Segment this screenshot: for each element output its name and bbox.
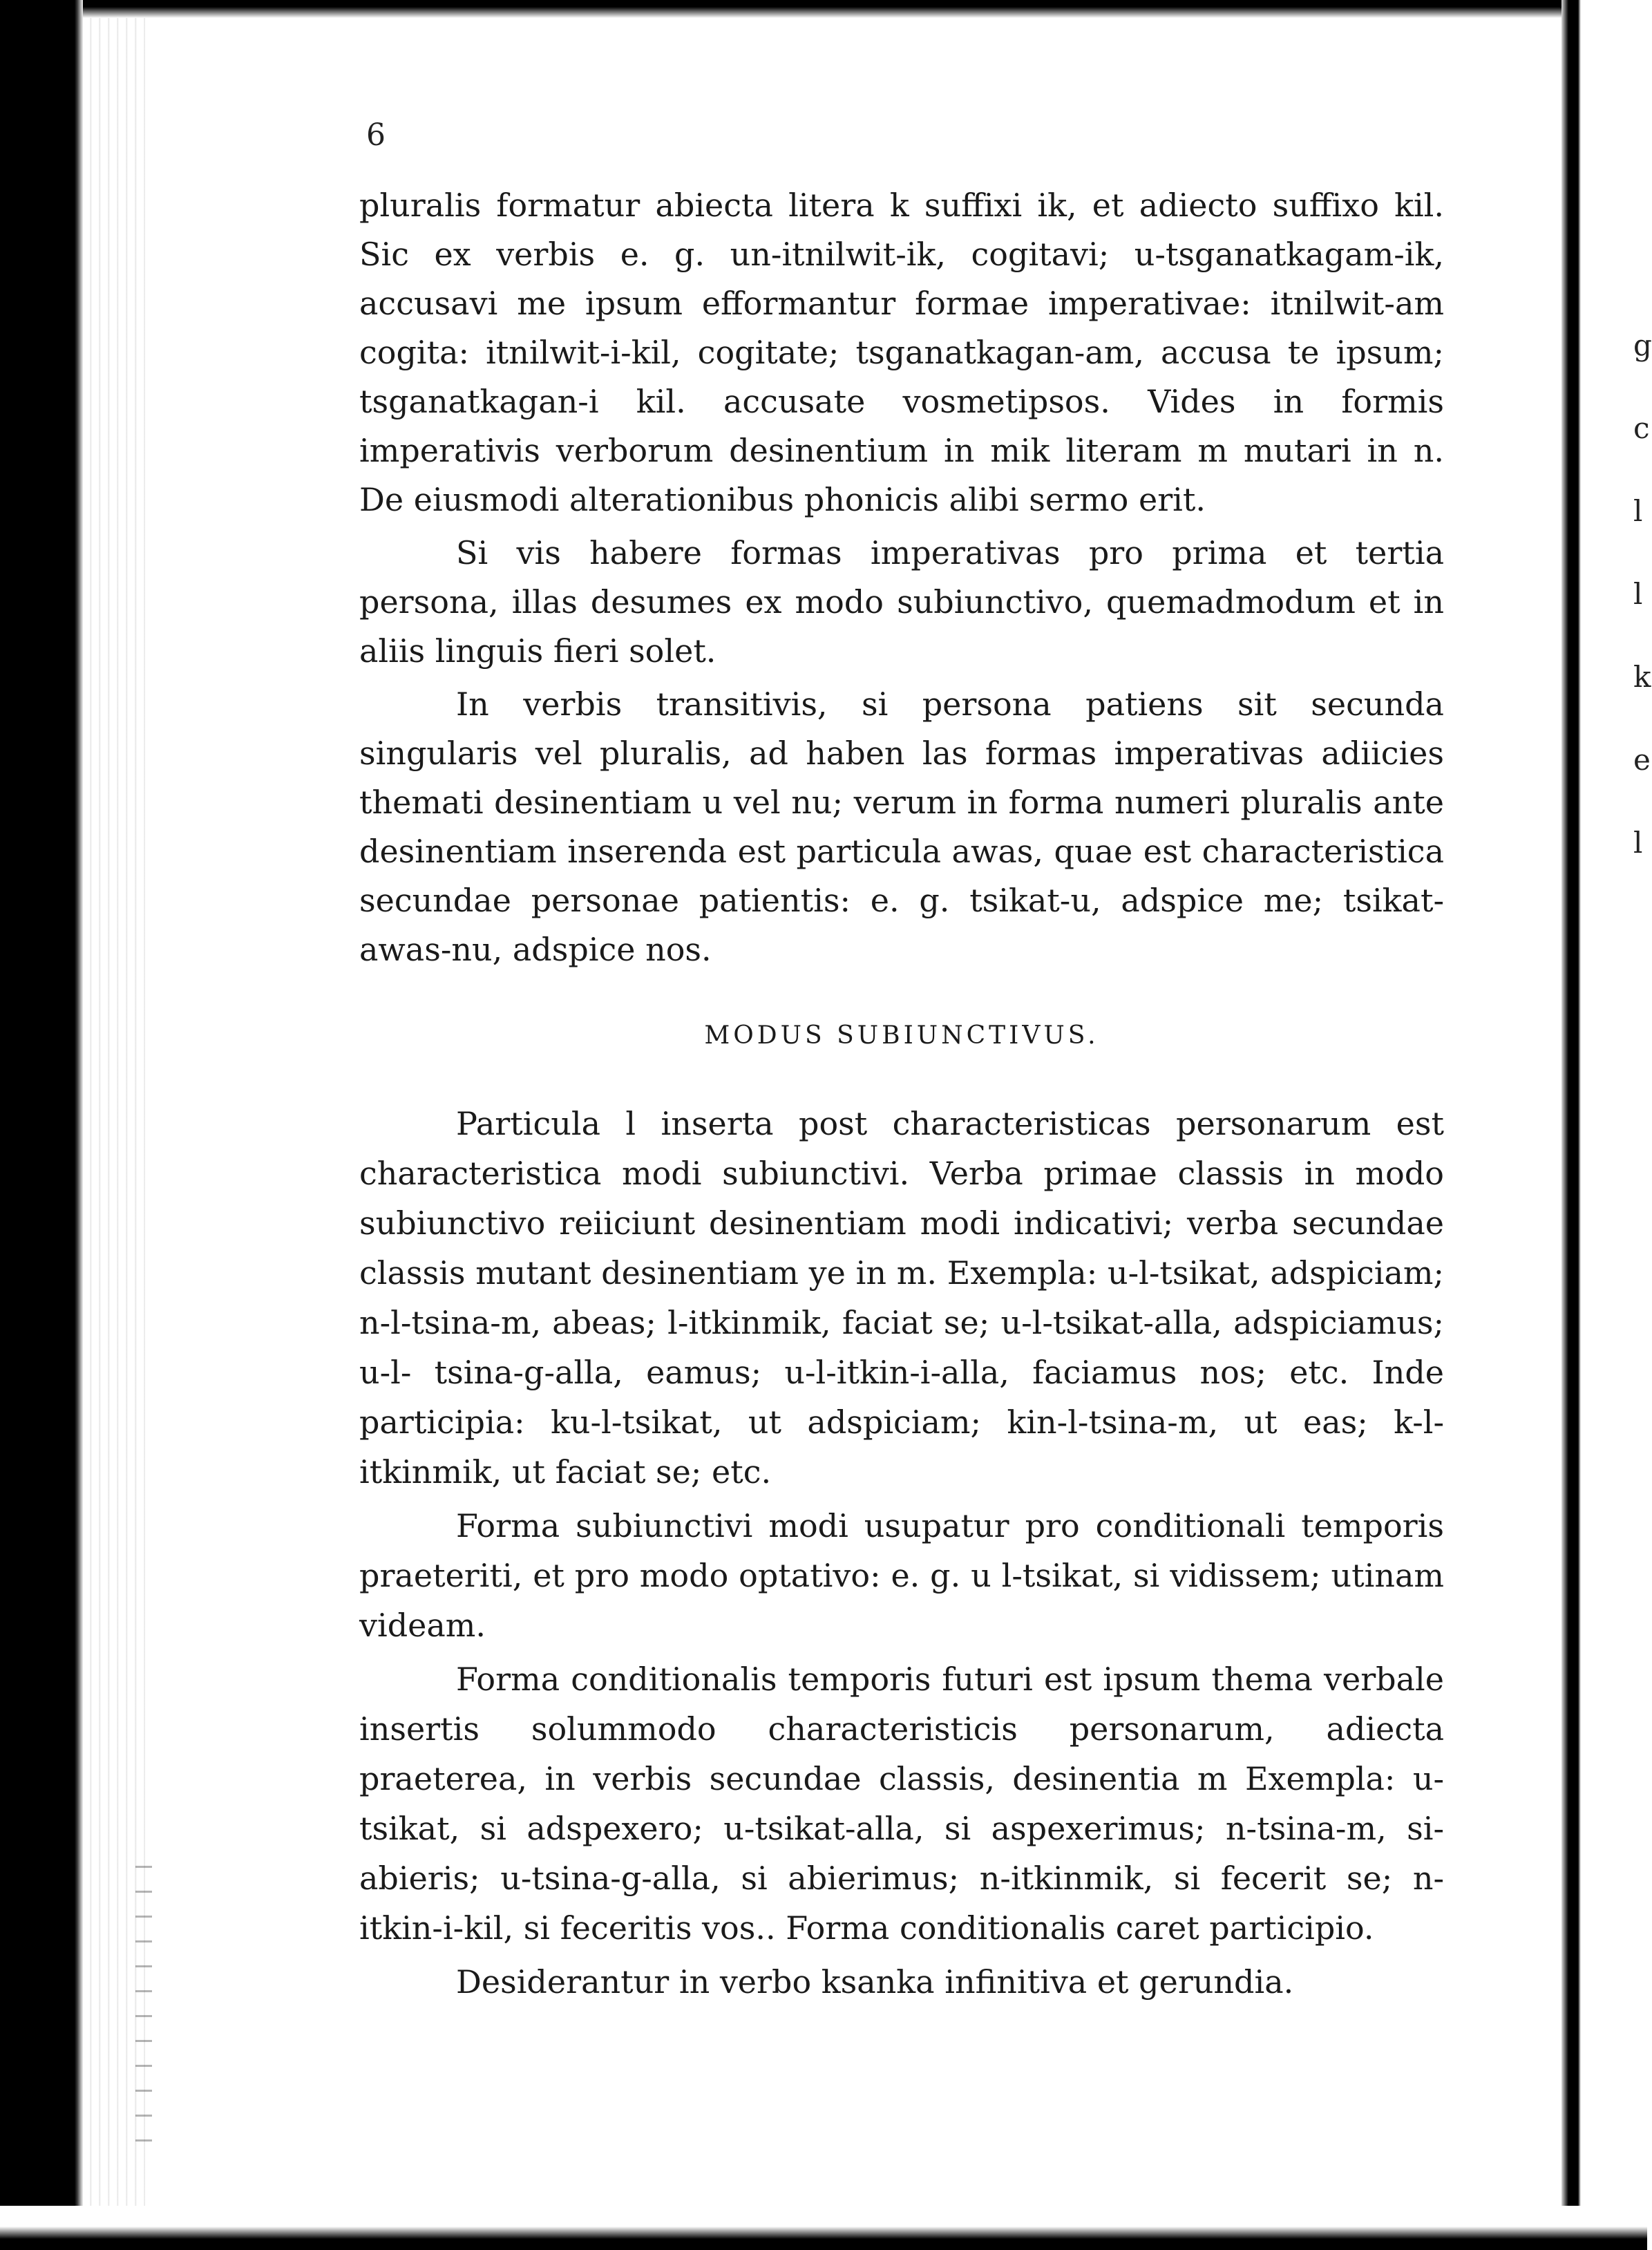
paragraph: Desiderantur in verbo ksanka infinitiva et gerundia.: [456, 1963, 1294, 2001]
section-heading: MODUS SUBIUNCTIVUS.: [704, 1021, 1099, 1050]
text-block-bottom: [359, 1099, 1444, 2011]
paragraph: Si vis habere formas imperativas pro prima et tertia persona, illas desumes ex modo subiunctivo, quemadmodum et in aliis linguis fieri solet.: [359, 534, 1444, 670]
facing-page-letter: l: [1633, 826, 1643, 860]
facing-page-letter: e: [1633, 743, 1651, 777]
paragraph: Forma subiunctivi modi usupatur pro conditionali temporis praeteriti, et pro modo optativo: e. g. u l-tsikat, si vidissem; utinam videam.: [359, 1507, 1444, 1644]
facing-page-letter: c: [1633, 411, 1650, 445]
paragraph: pluralis formatur abiecta litera k suffixi ik, et adiecto suffixo kil. Sic ex verbis e. g. un-itnilwit-ik, cogitavi; u-tsganatkagam-ik, accusavi me ipsum efformantur formae imperativae: itnilwit-am cogita: itnilwit-i-kil, cogitate; tsganatkagan-am, accusa te ipsum; tsganatkagan-i kil. accusate vosmetipsos. Vides in formis imperativis verborum desinentium in mik literam m mutari in n. De eiusmodi alterationibus phonicis alibi sermo erit.: [359, 187, 1444, 518]
facing-page-letter: k: [1633, 660, 1651, 694]
facing-page-fragment: [1633, 304, 1652, 885]
scan-border-bottom: [0, 2206, 1647, 2250]
paragraph: Forma conditionalis temporis futuri est ipsum thema verbale insertis solummodo characteristicis personarum, adiecta praeterea, in verbis secundae classis, desinentia m Exempla: u-tsikat, si adspexero; u-tsikat-alla, si aspexerimus; n-tsina-m, si-abieris; u-tsina-g-alla, si abierimus; n-itkinmik, si fecerit se; n-itkin-i-kil, si feceritis vos.. Forma conditionalis caret participio.: [359, 1661, 1444, 1947]
paragraph: In verbis transitivis, si persona patiens sit secunda singularis vel pluralis, ad haben las formas imperativas adiicies themati desinentiam u vel nu; verum in forma numeri pluralis ante desinentiam inserenda est particula awas, quae est characteristica secundae personae patientis: e. g. tsikat-u, adspice me; tsikat-awas-nu, adspice nos.: [359, 686, 1444, 968]
scan-border-top: [83, 0, 1561, 18]
facing-page-letter: l: [1633, 577, 1643, 611]
facing-page-letter: l: [1633, 494, 1643, 528]
scan-border-left: [0, 0, 83, 2250]
text-block-top: [359, 181, 1444, 979]
paragraph: Particula l inserta post characteristicas personarum est characteristica modi subiunctivi. Verba primae classis in modo subiunctivo reiiciunt desinentiam modi indicativi; verba secundae classis mutant desinentiam ye in m. Exempla: u-l-tsikat, adspiciam; n-l-tsina-m, abeas; l-itkinmik, faciat se; u-l-tsikat-alla, adspiciamus; u-l- tsina-g-alla, eamus; u-l-itkin-i-alla, faciamus nos; etc. Inde participia: ku-l-tsikat, ut adspiciam; kin-l-tsina-m, ut eas; k-l-itkinmik, ut faciat se; etc.: [359, 1105, 1444, 1491]
page-edge-specks: [135, 1866, 152, 2156]
facing-page-letter: g: [1633, 328, 1652, 362]
page-number: 6: [366, 117, 386, 153]
